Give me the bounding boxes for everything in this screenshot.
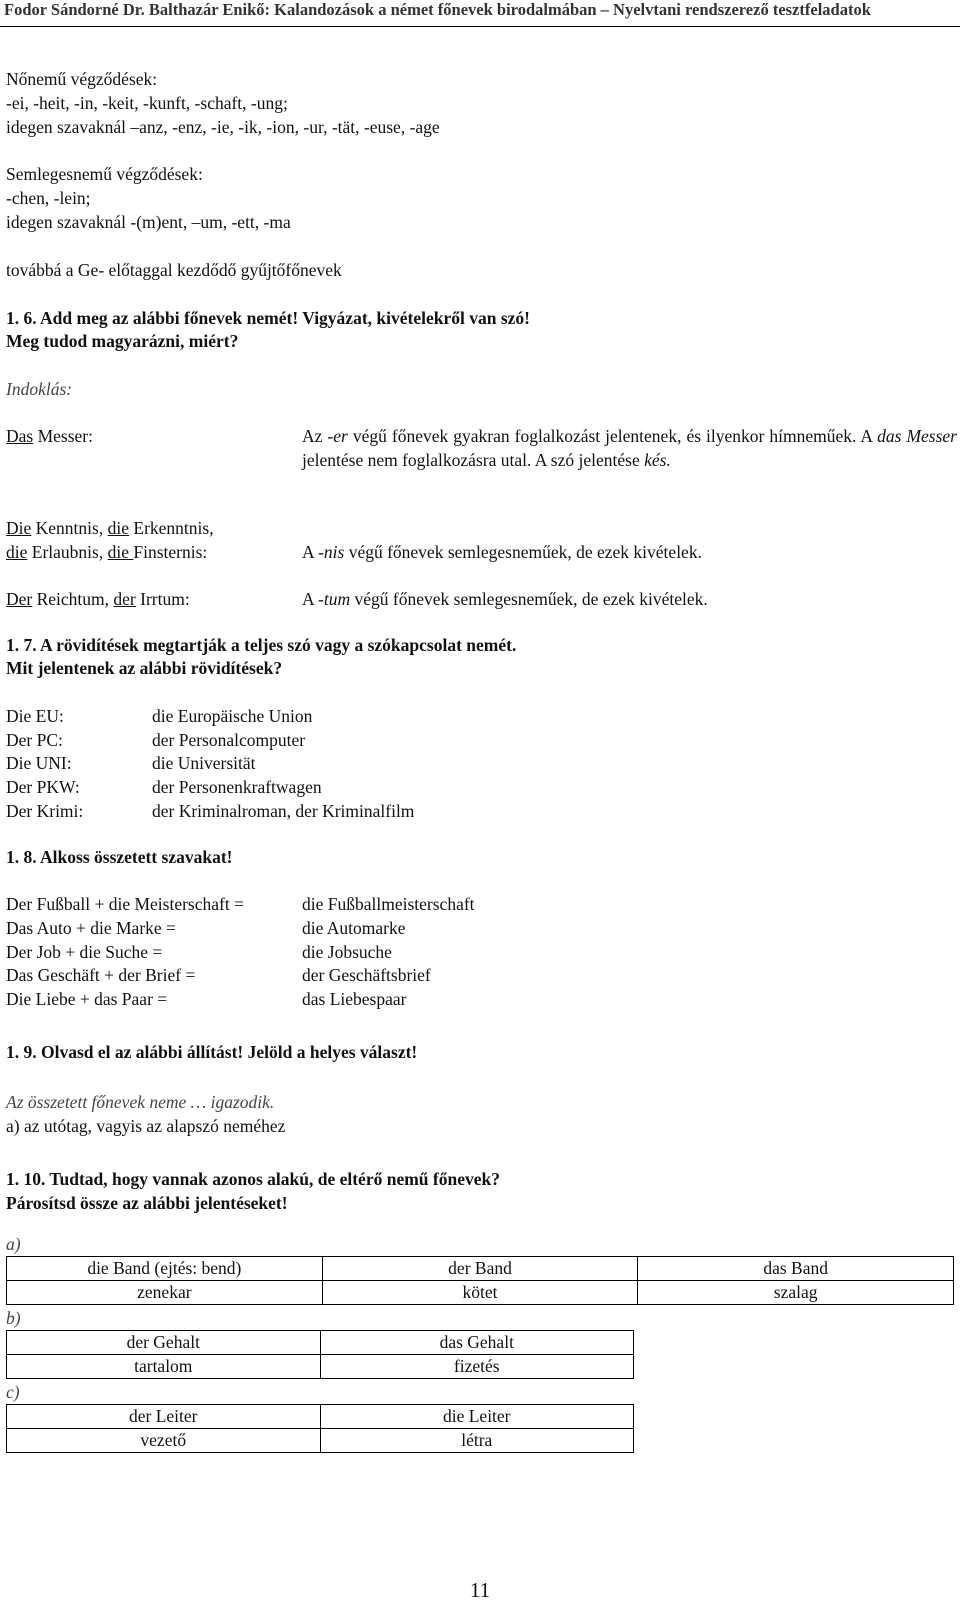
- task-1-6-title-1: 1. 6. Add meg az alábbi főnevek nemét! Vigyázat, kivételekről van szó!: [6, 308, 530, 328]
- row-explanation: [302, 540, 957, 564]
- expl-italic: -er: [327, 426, 348, 446]
- table-cell: der Band: [322, 1257, 638, 1281]
- table-cell: der Gehalt: [7, 1331, 321, 1355]
- neuter-line-2: idegen szavaknál -(m)ent, –um, -ett, -ma: [6, 212, 291, 232]
- article: Der: [6, 589, 33, 609]
- expl-text: végű főnevek semlegesneműek, de ezek kivételek.: [350, 589, 708, 609]
- abbr: Die EU:: [6, 706, 64, 726]
- table-cell: kötet: [322, 1281, 638, 1305]
- neuter-line-1: -chen, -lein;: [6, 188, 91, 208]
- noun: Erkenntnis,: [129, 518, 214, 538]
- table-row: [7, 1405, 634, 1429]
- table-cell: die Band (ejtés: bend): [7, 1257, 323, 1281]
- article: die: [6, 542, 28, 562]
- task-1-9-answer: a) az utótag, vagyis az alapszó neméhez: [6, 1116, 286, 1136]
- page-header: [0, 0, 960, 27]
- abbr-full: der Personalcomputer: [152, 730, 306, 750]
- expl-text: végű főnevek semlegesneműek, de ezek kivételek.: [344, 542, 702, 562]
- abbr-full: die Europäische Union: [152, 706, 313, 726]
- abbr: Der Krimi:: [6, 801, 84, 821]
- noun: Messer:: [33, 426, 93, 446]
- table-cell: die Leiter: [320, 1405, 634, 1429]
- expl-italic: -nis: [318, 542, 345, 562]
- table-c-label: c): [6, 1382, 20, 1402]
- table-a-label: a): [6, 1234, 21, 1254]
- task-1-7-title-1: 1. 7. A rövidítések megtartják a teljes szó vagy a szókapcsolat nemét.: [6, 635, 517, 655]
- article: die: [107, 518, 129, 538]
- compound-result: das Liebespaar: [302, 989, 407, 1009]
- noun: Irrtum:: [135, 589, 190, 609]
- task-1-9-statement: Az összetett főnevek neme … igazodik.: [6, 1092, 275, 1112]
- vocab-table-a: [6, 1256, 954, 1305]
- task-1-9-title: 1. 9. Olvasd el az alábbi állítást! Jelöld a helyes választ!: [6, 1042, 418, 1062]
- compound-result: die Jobsuche: [302, 942, 392, 962]
- task-1-6-row-tum: [6, 587, 956, 611]
- article: Das: [6, 426, 34, 446]
- task-1-7-title-2: Mit jelentenek az alábbi rövidítések?: [6, 658, 283, 678]
- feminine-line-2: idegen szavaknál –anz, -enz, -ie, -ik, -ion, -ur, -tät, -euse, -age: [6, 117, 440, 137]
- feminine-heading: Nőnemű végződések:: [6, 69, 158, 89]
- row-explanation: [302, 587, 957, 611]
- table-cell: das Band: [638, 1257, 954, 1281]
- compound-result: die Automarke: [302, 918, 406, 938]
- expl-text: Az: [302, 426, 328, 446]
- article: der: [113, 589, 136, 609]
- vocab-table-c: [6, 1404, 634, 1453]
- indoklas-label: Indoklás:: [6, 379, 73, 399]
- noun: Finsternis:: [133, 542, 208, 562]
- table-cell: fizetés: [320, 1355, 633, 1379]
- compound-parts: Der Job + die Suche =: [6, 942, 163, 962]
- task-1-10-title-2: Párosítsd össze az alábbi jelentéseket!: [6, 1193, 288, 1213]
- table-cell: létra: [320, 1429, 634, 1453]
- row-explanation: [302, 424, 957, 472]
- abbr: Der PC:: [6, 730, 63, 750]
- compound-result: der Geschäftsbrief: [302, 965, 431, 985]
- table-b-label: b): [6, 1308, 21, 1328]
- row-label: [6, 424, 93, 448]
- feminine-line-1: -ei, -heit, -in, -keit, -kunft, -schaft, -ung;: [6, 93, 288, 113]
- table-row: [7, 1331, 634, 1355]
- expl-text: végű főnevek gyakran foglalkozást jelentenek, és ilyenkor hímneműek. A: [347, 426, 878, 446]
- table-cell: das Gehalt: [320, 1331, 633, 1355]
- table-cell: der Leiter: [7, 1405, 321, 1429]
- task-1-10-title-1: 1. 10. Tudtad, hogy vannak azonos alakú, de eltérő nemű főnevek?: [6, 1169, 500, 1189]
- page-number: 11: [469, 1578, 491, 1602]
- expl-text: A -: [302, 589, 324, 609]
- noun: Kenntnis,: [31, 518, 108, 538]
- table-row: [7, 1281, 954, 1305]
- task-1-6-row-nis: [6, 516, 956, 564]
- table-cell: tartalom: [7, 1355, 321, 1379]
- compound-result: die Fußballmeisterschaft: [302, 894, 475, 914]
- expl-text: jelentése nem foglalkozásra utal. A szó jelentése: [302, 450, 645, 470]
- table-cell: vezető: [7, 1429, 321, 1453]
- task-1-6-row-messer: [6, 424, 956, 496]
- article: die: [107, 542, 134, 562]
- expl-italic: das Messer: [877, 426, 957, 446]
- table-row: [7, 1355, 634, 1379]
- expl-italic: tum: [323, 589, 351, 609]
- compound-parts: Das Geschäft + der Brief =: [6, 965, 196, 985]
- compound-parts: Die Liebe + das Paar =: [6, 989, 168, 1009]
- task-1-8-title: 1. 8. Alkoss összetett szavakat!: [6, 847, 233, 867]
- compound-parts: Der Fußball + die Meisterschaft =: [6, 894, 244, 914]
- table-cell: szalag: [638, 1281, 954, 1305]
- neuter-line-3: továbbá a Ge- előtaggal kezdődő gyűjtőfőnevek: [6, 260, 342, 280]
- abbr-full: der Personenkraftwagen: [152, 777, 322, 797]
- table-row: [7, 1429, 634, 1453]
- noun: Reichtum,: [32, 589, 114, 609]
- noun: Erlaubnis,: [27, 542, 108, 562]
- task-1-6-title-2: Meg tudod magyarázni, miért?: [6, 331, 239, 351]
- table-cell: zenekar: [7, 1281, 323, 1305]
- abbr: Die UNI:: [6, 753, 72, 773]
- abbr-full: der Kriminalroman, der Kriminalfilm: [152, 801, 415, 821]
- expl-text: A: [302, 542, 319, 562]
- neuter-heading: Semlegesnemű végződések:: [6, 164, 203, 184]
- compound-parts: Das Auto + die Marke =: [6, 918, 176, 938]
- vocab-table-b: [6, 1330, 634, 1379]
- header-title: Fodor Sándorné Dr. Balthazár Enikő: Kalandozások a német főnevek birodalmában – Nyelvtani rendszerező tesztfeladatok: [4, 0, 871, 19]
- row-label: [6, 516, 214, 564]
- abbr-full: die Universität: [152, 753, 256, 773]
- row-label: [6, 587, 190, 611]
- abbr: Der PKW:: [6, 777, 80, 797]
- article: Die: [6, 518, 32, 538]
- expl-italic: kés.: [644, 450, 671, 470]
- table-row: [7, 1257, 954, 1281]
